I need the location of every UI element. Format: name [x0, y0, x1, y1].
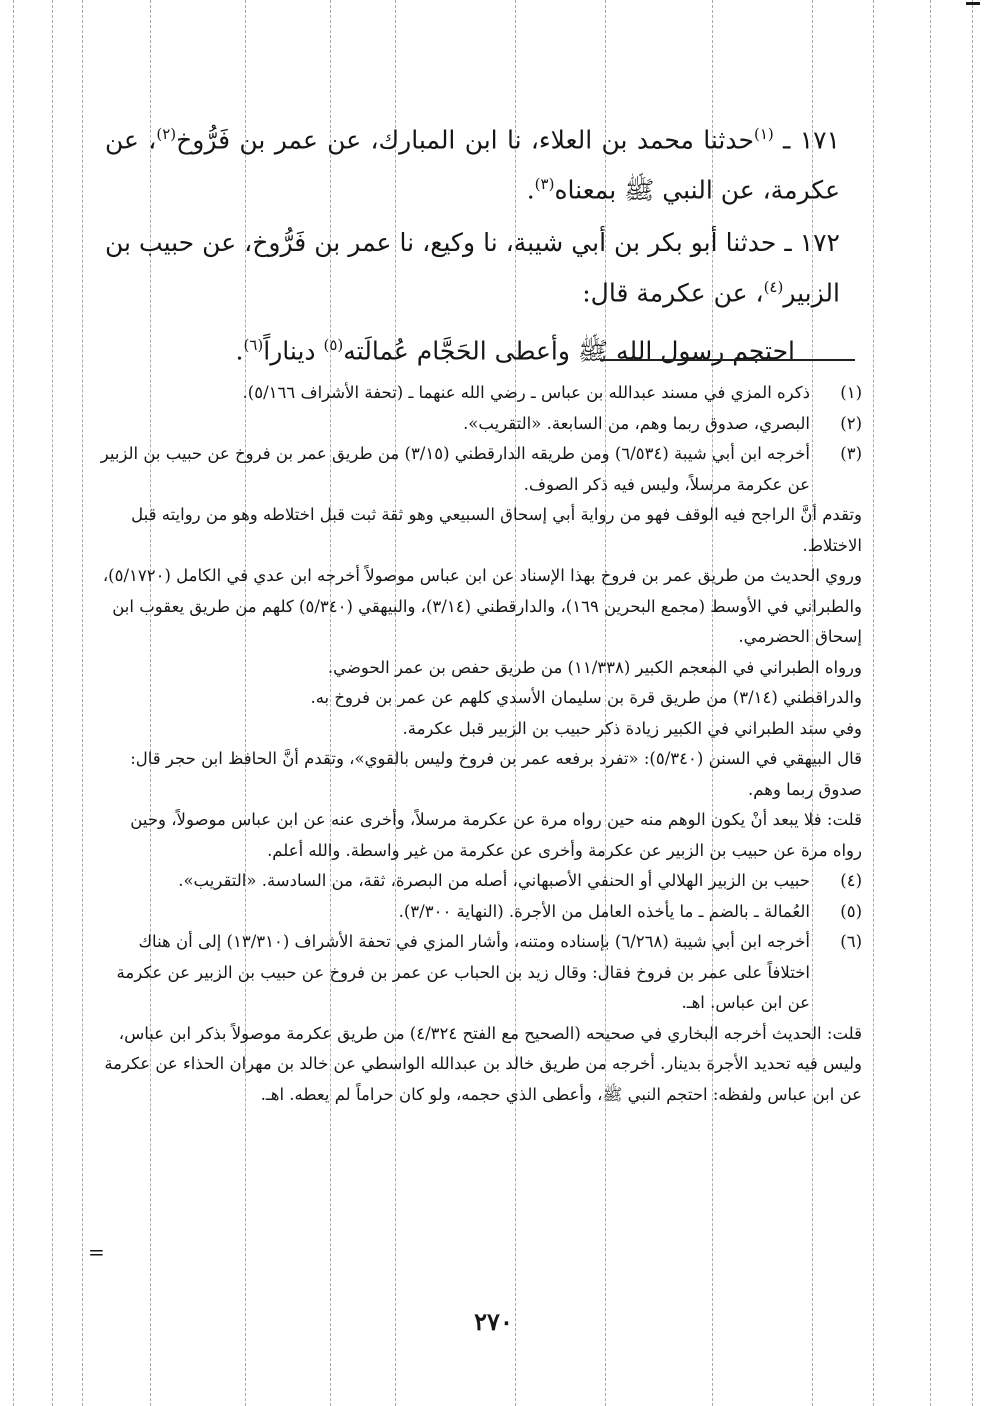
hadith-number: ١٧١ ـ — [773, 125, 840, 155]
guide-line — [13, 0, 14, 1406]
quote-text: ديناراً — [263, 336, 324, 366]
footnote-number: (١) — [840, 383, 862, 402]
footnote-continuation: قلت: الحديث أخرجه البخاري في صحيحه (الصحيح مع الفتح ٤/٣٢٤) من طريق عكرمة موصولاً بذكر ابن عباس، وليس فيه تحديد الأجرة بدينار. أخرجه من طريق خالد بن عبدالله الواسطي عن خالد بن مهران الحذاء عن عكرمة عن ابن عباس ولفظه: احتجم النبي ﷺ، وأعطى الذي حجمه، ولو كان حراماً لم يعطه. اهـ. — [104, 1023, 862, 1104]
footnote — [100, 897, 862, 928]
hadith-quote — [105, 323, 840, 373]
hadith-text: ١٧٢ ـ حدثنا أبو بكر بن أبي شيبة، نا وكيع، نا عمر بن فَرُّوخ، عن حبيب بن الزبير — [105, 227, 840, 307]
footnote-text: أخرجه ابن أبي شيبة (٦/٥٣٤) ومن طريقه الدارقطني (٣/١٥) من طريق عمر بن فروخ عن حبيب بن الزبير عن عكرمة مرسلاً، وليس فيه ذكر الصوف. — [100, 444, 810, 494]
hadith-171 — [105, 112, 840, 213]
footnote-number: (٤) — [840, 871, 862, 890]
guide-line — [82, 0, 83, 1406]
footnote-continuation: قلت: فلا يبعد أنْ يكون الوهم منه حين رواه مرة عن عكرمة مرسلاً، وأخرى عنه عن ابن عباس موصولاً، وحين رواه مرة عن حبيب بن الزبير عن عكرمة وأخرى عن عكرمة من غير واسطة. والله أعلم. — [130, 810, 862, 860]
hadith-text: حدثنا محمد بن العلاء، نا ابن المبارك، عن عمر بن فَرُّوخ — [176, 125, 754, 155]
footnote — [100, 439, 862, 500]
footnote-text: ذكره المزي في مسند عبدالله بن عباس ـ رضي الله عنهما ـ (تحفة الأشراف ٥/١٦٦). — [242, 383, 810, 402]
footnote-ref: (٣) — [534, 175, 555, 194]
footnote-number: (٣) — [840, 444, 862, 463]
footnote-ref: (١) — [753, 125, 774, 143]
footnote-text: حبيب بن الزبير الهلالي أو الحنفي الأصبهاني، أصله من البصرة، ثقة، من السادسة. «التقريب». — [178, 871, 810, 890]
footnote-continuation: والدراقطني (٣/١٤) من طريق قرة بن سليمان الأسدي كلهم عن عمر بن فروخ به. — [310, 688, 862, 707]
footnote-ref: (٤) — [763, 277, 784, 296]
footnote — [100, 927, 862, 1019]
quote-text: . — [235, 336, 244, 366]
footnote-ref: (٥) — [323, 335, 344, 354]
quote-text: احتجم رسول الله ﷺ وأعطى الحَجَّام عُمالَته — [343, 336, 795, 366]
footnote-ref: (٦) — [243, 335, 264, 354]
footnote — [100, 378, 862, 409]
footnote — [100, 866, 862, 897]
footnote-text: أخرجه ابن أبي شيبة (٦/٢٦٨) بإسناده ومتنه، وأشار المزي في تحفة الأشراف (١٣/٣١٠) إلى أن هناك اختلافاً على عمر بن فروخ فقال: وقال زيد بن الحباب عن عمر بن فروخ عن حبيب بن الزبير عن عكرمة عن ابن عباس. اهـ. — [116, 932, 810, 1012]
footnote-text: العُمالة ـ بالضم ـ ما يأخذه العامل من الأجرة. (النهاية ٣/٣٠٠). — [398, 901, 810, 921]
guide-line — [873, 0, 874, 1406]
footnote — [100, 409, 862, 440]
footnote-ref: (٢) — [156, 125, 177, 143]
hadith-172 — [105, 221, 840, 315]
corner-mark — [966, 2, 980, 5]
footnote-number: (٥) — [840, 901, 862, 921]
footnote-continuation: ورواه الطبراني في المعجم الكبير (١١/٣٣٨) من طريق حفص بن عمر الحوضي. — [327, 657, 862, 677]
hadith-text: ، عن عكرمة، عن النبي ﷺ بمعناه — [105, 125, 840, 205]
footnote-number: (٦) — [840, 932, 862, 951]
guide-line — [930, 0, 931, 1406]
footnote-number: (٢) — [840, 413, 862, 433]
margin-mark: = — [88, 1240, 105, 1264]
footnote-continuation: وروي الحديث من طريق عمر بن فروخ بهذا الإسناد عن ابن عباس موصولاً أخرجه ابن عدي في الكامل (٥/١٧٢٠)، والطبراني في الأوسط (مجمع البحرين ١٦٩)، والدارقطني (٣/١٤)، والبيهقي (٥/٣٤٠) كلهم من طريق يعقوب ابن إسحاق الحضرمي. — [102, 566, 862, 646]
footnotes — [100, 378, 862, 1110]
hadith-text: . — [526, 175, 535, 205]
footnote-continuation: وفي سند الطبراني في الكبير زيادة ذكر حبيب بن الزبير قبل عكرمة. — [402, 718, 862, 738]
main-text — [105, 112, 840, 381]
footnote-continuation: قال البيهقي في السنن (٥/٣٤٠): «تفرد برفعه عمر بن فروخ وليس بالقوي»، وتقدم أنَّ الحافظ ابن حجر قال: صدوق ربما وهم. — [130, 749, 862, 799]
footnote-text: البصري، صدوق ربما وهم، من السابعة. «التقريب». — [463, 413, 810, 433]
page-number: ٢٧٠ — [474, 1307, 513, 1336]
hadith-text: ، عن عكرمة قال: — [582, 277, 764, 307]
footnote-separator — [600, 359, 855, 361]
guide-line — [52, 0, 53, 1406]
guide-line — [972, 0, 973, 1406]
footnote-continuation: وتقدم أنَّ الراجح فيه الوقف فهو من رواية أبي إسحاق السبيعي وهو ثقة ثبت قبل اختلاطه وهو من روايته قبل الاختلاط. — [131, 505, 862, 555]
